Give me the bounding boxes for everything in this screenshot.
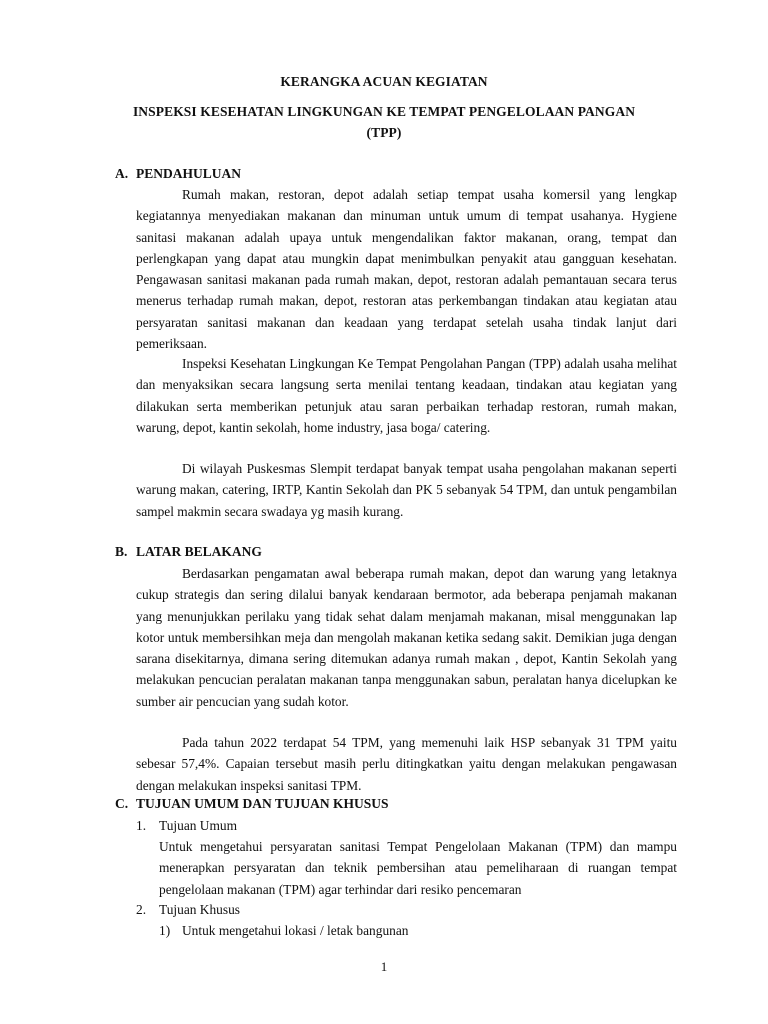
section-b-letter: B. — [115, 544, 128, 559]
page-number: 1 — [380, 959, 388, 974]
section-a-title: PENDAHULUAN — [136, 166, 242, 181]
section-c-title: TUJUAN UMUM DAN TUJUAN KHUSUS — [136, 796, 389, 811]
document-subtitle-line1: INSPEKSI KESEHATAN LINGKUNGAN KE TEMPAT PENGELOLAAN PANGAN — [132, 104, 636, 119]
document-subtitle-line2: (TPP) — [366, 125, 402, 140]
section-b-paragraph-2: Pada tahun 2022 terdapat 54 TPM, yang memenuhi laik HSP sebanyak 31 TPM yaitu sebesar 57,4%. Capaian tersebut masih perlu ditingkatkan yaitu dengan melakukan pengawasan dengan melakukan inspeksi sanitasi TPM. — [136, 735, 677, 793]
section-a-letter: A. — [115, 166, 129, 181]
section-b-paragraph-1: Berdasarkan pengamatan awal beberapa rumah makan, depot dan warung yang letaknya cukup strategis dan sering dilalui banyak kendaraan bermotor, ada beberapa penjamah makanan yang menunjukkan perilaku yang tidak sehat dalam menjamah makanan, misal menggunakan lap kotor untuk membersihkan meja dan mengolah makanan ketika sedang sakit. Demikian juga dengan sarana disekitarnya, dimana sering ditemukan adanya rumah makan , depot, Kantin Sekolah yang melakukan pencucian peralatan makanan tanpa menggunakan sabun, peralatan hanya dicelupkan ke sumber air pencucian yang sudah kotor. — [136, 566, 677, 709]
tujuan-umum-text: Untuk mengetahui persyaratan sanitasi Tempat Pengelolaan Makanan (TPM) dan mampu menerapkan persyaratan dan teknik pembersihan atau pemeliharaan di ruangan tempat pengelolaan makanan (TPM) agar terhindar dari resiko pencemaran — [159, 839, 677, 897]
section-a-paragraph-2: Inspeksi Kesehatan Lingkungan Ke Tempat Pengolahan Pangan (TPP) adalah usaha melihat dan menyaksikan secara langsung serta menilai tentang keadaan, tindakan atau kegiatan yang dilakukan serta memberikan petunjuk atau saran perbaikan terhadap restoran, rumah makan, warung, depot, kantin sekolah, home industry, jasa boga/ catering. — [136, 356, 677, 435]
section-b-title: LATAR BELAKANG — [136, 544, 262, 559]
tujuan-umum-number: 1. — [136, 818, 147, 833]
section-c-letter: C. — [115, 796, 129, 811]
subitem-1-label: Untuk mengetahui lokasi / letak bangunan — [182, 923, 409, 938]
subitem-1-number: 1) — [159, 923, 171, 938]
tujuan-khusus-label: Tujuan Khusus — [159, 902, 240, 917]
tujuan-umum-label: Tujuan Umum — [159, 818, 238, 833]
tujuan-khusus-number: 2. — [136, 902, 147, 917]
document-title: KERANGKA ACUAN KEGIATAN — [280, 74, 488, 89]
section-a-paragraph-3: Di wilayah Puskesmas Slempit terdapat banyak tempat usaha pengolahan makanan seperti warung makan, catering, IRTP, Kantin Sekolah dan PK 5 sebanyak 54 TPM, dan untuk pengambilan sampel makmin secara swadaya yg masih kurang. — [136, 461, 677, 519]
section-a-paragraph-1: Rumah makan, restoran, depot adalah setiap tempat usaha komersil yang lengkap kegiatannya menyediakan makanan dan minuman untuk umum di tempat usahanya. Hygiene sanitasi makanan adalah upaya untuk mengendalikan faktor makanan, orang, tempat dan perlengkapan yang dapat atau mungkin dapat menimbulkan penyakit atau gangguan kesehatan. Pengawasan sanitasi makanan pada rumah makan, depot, restoran adalah pemantauan secara terus menerus terhadap rumah makan, depot, restoran atas perkembangan tindakan atau kegiatan atau persyaratan sanitasi makanan dan keadaan yang terdapat setelah usaha tindak lanjut dari pemeriksaan. — [136, 187, 677, 352]
